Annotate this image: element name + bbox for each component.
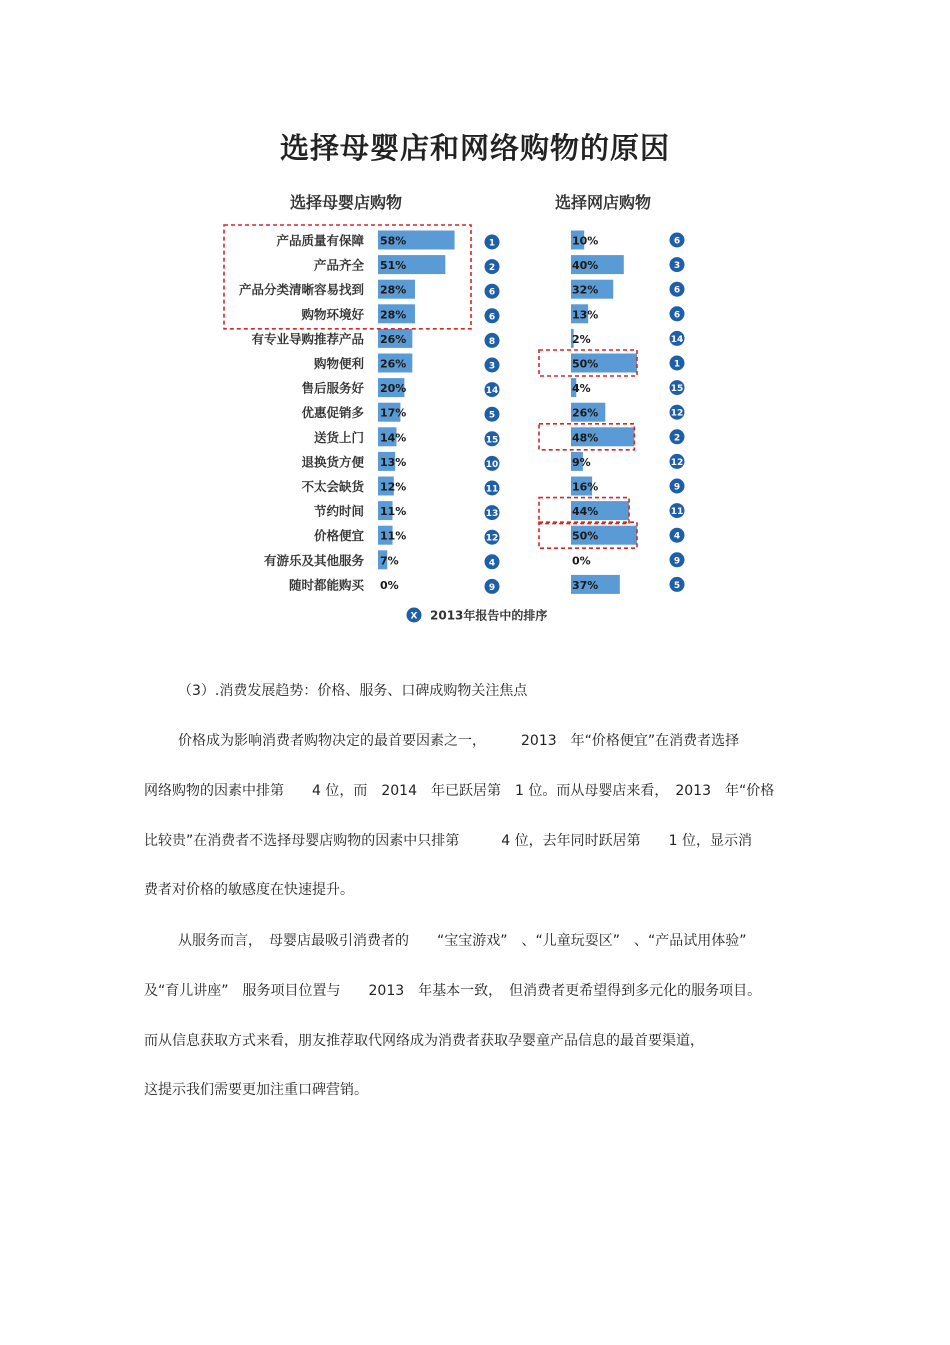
paragraph-1-line-2: 网络购物的因素中排第 4 位，而 2014 年已跃居第 1 位。而从母婴店来看， 2013 年“价格 bbox=[144, 783, 775, 799]
legend-label: 2013年报告中的排序 bbox=[430, 608, 548, 623]
left-value-label: 11% bbox=[380, 529, 407, 543]
paragraph-2-line-3: 而从信息获取方式来看，朋友推荐取代网络成为消费者获取孕婴童产品信息的最首要渠道， bbox=[144, 1033, 704, 1049]
left-value-label: 12% bbox=[380, 480, 407, 494]
left-value-label: 20% bbox=[380, 382, 407, 396]
right-value-label: 4% bbox=[572, 382, 591, 396]
right-rank-text: 4 bbox=[673, 531, 681, 542]
paragraph-2-line-4: 这提示我们需要更加注重口碑营销。 bbox=[144, 1082, 368, 1098]
right-rank-text: 3 bbox=[673, 261, 681, 272]
right-value-label: 10% bbox=[572, 234, 599, 248]
right-value-label: 0% bbox=[572, 554, 591, 568]
section-heading: （3）.消费发展趋势：价格、服务、口碑成购物关注焦点 bbox=[178, 683, 528, 699]
left-value-label: 7% bbox=[380, 554, 399, 568]
right-value-label: 2% bbox=[572, 332, 591, 346]
left-value-label: 13% bbox=[380, 455, 407, 469]
right-rank-text: 12 bbox=[670, 457, 684, 468]
right-rank-text: 14 bbox=[670, 334, 684, 345]
right-value-label: 13% bbox=[572, 308, 599, 322]
left-rank-text: 14 bbox=[485, 386, 499, 397]
right-rank-text: 5 bbox=[673, 580, 681, 591]
left-rank-text: 15 bbox=[485, 435, 499, 446]
category-label: 产品分类清晰容易找到 bbox=[238, 282, 364, 298]
left-value-label: 58% bbox=[380, 234, 407, 248]
right-value-label: 9% bbox=[572, 455, 591, 469]
paragraph-2-line-1: 从服务而言， 母婴店最吸引消费者的 “宝宝游戏” 、“儿童玩耍区” 、“产品试用体验” bbox=[178, 933, 747, 949]
right-value-label: 32% bbox=[572, 283, 599, 297]
left-rank-text: 10 bbox=[485, 459, 499, 470]
right-rank-text: 1 bbox=[673, 359, 681, 370]
left-value-label: 51% bbox=[380, 259, 407, 273]
category-label: 不太会缺货 bbox=[301, 479, 364, 494]
right-rank-text: 12 bbox=[670, 408, 684, 419]
category-label: 购物环境好 bbox=[301, 306, 364, 322]
right-value-label: 37% bbox=[572, 578, 599, 592]
left-rank-text: 12 bbox=[485, 533, 499, 544]
right-rank-text: 15 bbox=[670, 384, 684, 395]
category-label: 优惠促销多 bbox=[301, 405, 364, 421]
right-rank-text: 6 bbox=[673, 285, 681, 296]
chart-title: 选择母婴店和网络购物的原因 bbox=[279, 131, 670, 165]
right-rank-text: 9 bbox=[673, 482, 681, 493]
category-label: 节约时间 bbox=[313, 503, 364, 519]
left-rank-text: 2 bbox=[488, 263, 496, 274]
paragraph-1-line-3: 比较贵”在消费者不选择母婴店购物的因素中只排第 4 位，去年同时跃居第 1 位，显示消 bbox=[144, 833, 752, 849]
right-value-label: 16% bbox=[572, 480, 599, 494]
left-rank-text: 8 bbox=[488, 336, 496, 347]
left-rank-text: 3 bbox=[488, 361, 496, 372]
left-rank-text: 6 bbox=[488, 312, 496, 323]
right-value-label: 50% bbox=[572, 357, 599, 371]
right-panel-title: 选择网店购物 bbox=[555, 193, 652, 212]
category-label: 价格便宜 bbox=[313, 528, 364, 544]
bar-chart-svg bbox=[0, 0, 950, 640]
right-value-label: 26% bbox=[572, 406, 599, 420]
paragraph-1-line-1: 价格成为影响消费者购物决定的最首要因素之一， 2013 年“价格便宜”在消费者选择 bbox=[178, 733, 740, 749]
right-rank-text: 2 bbox=[673, 433, 681, 444]
right-rank-text: 6 bbox=[673, 310, 681, 321]
reasons-chart bbox=[0, 0, 950, 640]
category-label: 送货上门 bbox=[313, 429, 364, 445]
paragraph-2-line-2: 及“育儿讲座” 服务项目位置与 2013 年基本一致， 但消费者更希望得到多元化的服务项目。 bbox=[144, 983, 762, 999]
left-rank-text: 13 bbox=[485, 509, 499, 520]
category-label: 产品质量有保障 bbox=[276, 233, 364, 248]
left-value-label: 26% bbox=[380, 332, 407, 346]
right-value-label: 48% bbox=[572, 431, 599, 445]
category-label: 退换货方便 bbox=[301, 454, 364, 470]
category-label: 有专业导购推荐产品 bbox=[251, 331, 364, 347]
left-rank-text: 5 bbox=[488, 410, 496, 421]
left-value-label: 14% bbox=[380, 431, 407, 445]
left-rank-text: 1 bbox=[488, 238, 496, 249]
left-rank-text: 9 bbox=[488, 582, 496, 593]
right-value-label: 44% bbox=[572, 505, 599, 519]
left-panel-title: 选择母婴店购物 bbox=[290, 193, 403, 212]
right-value-label: 40% bbox=[572, 259, 599, 273]
left-value-label: 28% bbox=[380, 283, 407, 297]
left-value-label: 17% bbox=[380, 406, 407, 420]
left-value-label: 11% bbox=[380, 505, 407, 519]
category-label: 产品齐全 bbox=[313, 257, 364, 273]
category-label: 售后服务好 bbox=[301, 380, 364, 396]
category-label: 随时都能购买 bbox=[288, 577, 364, 593]
right-rank-text: 6 bbox=[673, 236, 681, 247]
right-value-label: 50% bbox=[572, 529, 599, 543]
right-rank-text: 11 bbox=[670, 507, 684, 518]
paragraph-1-line-4: 费者对价格的敏感度在快速提升。 bbox=[144, 882, 354, 898]
left-rank-text: 11 bbox=[485, 484, 499, 495]
right-rank-text: 9 bbox=[673, 556, 681, 567]
category-label: 有游乐及其他服务 bbox=[263, 552, 364, 568]
category-label: 购物便利 bbox=[313, 356, 364, 371]
left-value-label: 0% bbox=[380, 578, 399, 592]
legend-badge-text: X bbox=[410, 611, 418, 622]
left-rank-text: 4 bbox=[488, 558, 496, 569]
left-value-label: 28% bbox=[380, 308, 407, 322]
left-rank-text: 6 bbox=[488, 287, 496, 298]
left-value-label: 26% bbox=[380, 357, 407, 371]
